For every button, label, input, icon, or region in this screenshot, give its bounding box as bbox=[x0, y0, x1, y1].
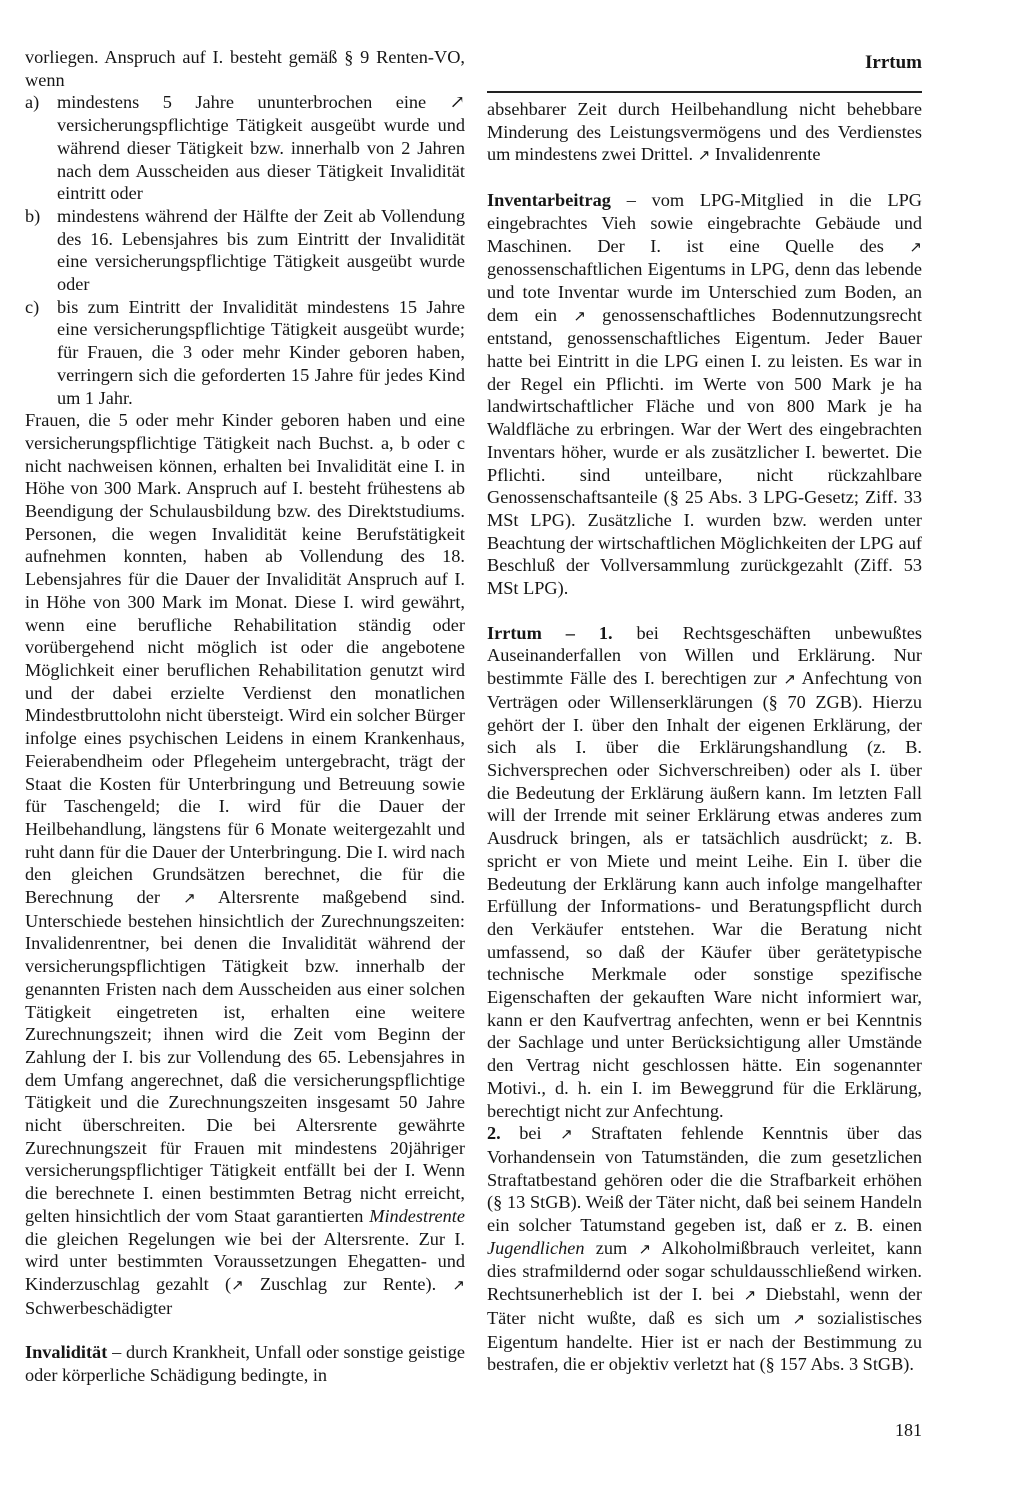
cross-reference-arrow-icon: ↗ bbox=[452, 1275, 465, 1294]
entry-text: – durch Krankheit, Unfall oder sonstige geistige oder körperliche Schädigung bedingte, in bbox=[25, 1342, 465, 1386]
entry-text: zum bbox=[595, 1237, 628, 1258]
entry-text: bei bbox=[519, 1123, 542, 1144]
left-column bbox=[25, 46, 465, 1387]
list-item bbox=[25, 91, 465, 205]
entry-text: handelte. Hier ist er nach der Bestimmung zu bestrafen, die er objektiv verletzt hat (§ 157 Abs. 3 StGB). bbox=[487, 1331, 922, 1375]
entry-headword: Invalidität bbox=[25, 1342, 108, 1363]
text-run: Frauen, die 5 oder mehr Kinder geboren haben und eine versicherungspflichtige Tätigkeit nach Buchst. a, b oder c nicht nachweisen können, erhalten bei Invalidität eine I. in Höhe von 300 Mark. Anspruch auf I. besteht frühestens ab Beendigung der Schulausbildung bzw. des Direktstudiums. Personen, die wegen Invalidität keine Berufstätigkeit aufnehmen konnten, haben ab Vollendung des 18. Lebensjahres für die Dauer der Invalidität Anspruch auf I. in Höhe von 300 Mark im Monat. Diese I. wird gewährt, wenn eine berufliche Rehabilitation ständig oder vorübergehend nicht möglich ist oder die angebotene Möglichkeit einer beruflichen Rehabilitation genutzt wird und der dabei erzielte Verdienst den monatlichen Mindestbruttolohn nicht übersteigt. Wird ein solcher Bürger infolge eines psychischen Leidens in einem Krankenhaus, Feierabendheim oder Pflegeheim untergebracht, trägt der Staat die Kosten für Unterbringung und Betreuung sowie für Taschengeld; die I. wird für die Dauer der Heilbehandlung, längstens für 6 Monate weitergezahlt und ruht dann für die Dauer der Unterbringung. Die I. wird nach den gleichen Grundsätzen berechnet, die für die Berechnung der bbox=[25, 410, 465, 908]
cross-reference-arrow-icon: ↗ bbox=[573, 306, 586, 325]
cross-reference-arrow-icon: ↗ bbox=[560, 1125, 573, 1144]
entry-headword: Irrtum bbox=[487, 622, 542, 643]
text-run: ). bbox=[425, 1273, 437, 1294]
cross-reference-link[interactable]: Anfechtung von Verträgen oder Willenserklärungen bbox=[487, 668, 923, 712]
entry-inventarbeitrag bbox=[487, 189, 922, 600]
entry-text: verleitet, kann dies strafmildernd oder sogar schuldausschließend wirken. Rechtsunerheblich ist der I. bei bbox=[487, 1237, 923, 1305]
list-marker: a) bbox=[25, 92, 40, 113]
cross-reference-link[interactable]: Alkoholmißbrauch bbox=[661, 1237, 800, 1258]
cross-reference-link[interactable]: Schwerbeschädigter bbox=[25, 1297, 173, 1318]
entry-text: bei Rechtsgeschäften unbewußtes Auseinanderfallen von Willen und Erklärung. Nur bestimmte Fälle des I. berechtigen zur bbox=[487, 622, 922, 689]
entry-irrtum-sense-2 bbox=[487, 1122, 922, 1376]
running-header-title: Irrtum bbox=[865, 52, 922, 73]
list-text: mindestens 5 Jahre ununterbrochen eine ↗ versicherungspflichtige Tätigkeit ausgeübt wurde und während dieser Tätigkeit bzw. innerhalb von 2 Jahren nach dem Ausscheiden aus dieser Tätigkeit Invalidität eintritt oder bbox=[57, 92, 465, 204]
cross-reference-link[interactable]: Invalidenrente bbox=[714, 144, 821, 165]
emphasis-text: Jugendlichen bbox=[487, 1237, 585, 1258]
entry-headword: Inventarbeitrag bbox=[487, 190, 611, 211]
paragraph bbox=[487, 98, 922, 167]
header-rule bbox=[487, 91, 922, 93]
entry-irrtum bbox=[487, 622, 922, 1122]
text-run: maßgebend sind. Unterschiede bestehen hinsichtlich der Zurechnungszeiten: Invalidenrentner, bei denen die Invalidität während der versicherungspflichtigen Tätigkeit bzw. innerhalb der genannten Fristen nach dem Ausscheiden aus einer solchen Tätigkeit eingetreten ist, erhalten eine weitere Zurechnungszeit; ihnen wird die Zeit vom Beginn der Zahlung der I. bis zur Vollendung des 65. Lebensjahres in dem Umfang angerechnet, daß die versicherungspflichtige Tätigkeit und die Zurechnungszeiten insgesamt 50 Jahre nicht überschreiten. Die bei Altersrente gewährte Zurechnungszeit für Frauen mit mindestens 20jähriger versicherungspflichtiger Tätigkeit entfällt bei der I. Wenn die berechnete I. einen bestimmten Betrag nicht erreicht, gelten hinsichtlich der vom Staat garantierten bbox=[25, 887, 466, 1226]
list-text: bis zum Eintritt der Invalidität mindestens 15 Jahre eine versicherungspflichtige Tätigkeit ausgeübt wurde; für Frauen, die 3 oder mehr Kinder geboren haben, verringern sich die geforderten 15 Jahre für jedes Kind um 1 Jahr. bbox=[57, 296, 465, 408]
page-number: 181 bbox=[895, 1420, 922, 1440]
cross-reference-link[interactable]: sozialistisches Eigentum bbox=[487, 1307, 923, 1352]
entry-text: (§ 70 ZGB). Hierzu gehört der I. über den Inhalt der eigenen Erklärung, der sich als I. über die Erklärungshandlung (z. B. Sichversprechen oder Sichverschreiben) oder als I. über die Bedeutung der Erklärung äußern kann. Im letzten Fall will der Irrende mit seiner Erklärung etwas anderes zum Ausdruck bringen, als er tatsächlich ausdrückt; z. B. spricht er von Miete und meint Leihe. Ein I. über die Bedeutung der Erklärung kann auch infolge mangelhafter Erfüllung der Informations- und Beratungspflicht durch den Verkäufer entstehen. War die Beratung nicht umfassend, so daß der Käufer über gerätetypische technische Merkmale oder sonstige spezifische Eigenschaften der gekauften Ware nicht informiert war, kann er den Kaufvertrag anfechten, wenn er bei Kenntnis der Sachlage und unter Berücksichtigung aller Umstände den Vertrag nicht geschlossen hätte. Ein sogenannter Motivi., d. h. ein I. im Beweggrund für die Erklärung, berechtigt nicht zur Anfechtung. bbox=[487, 691, 922, 1121]
text-run: die gleichen Regelungen wie bei der Altersrente. Zur I. wird unter bestimmten Voraussetzungen Ehegatten- und Kinderzuschlag gezahlt ( bbox=[25, 1228, 465, 1294]
cross-reference-arrow-icon: ↗ bbox=[909, 237, 922, 256]
list-text: mindestens während der Hälfte der Zeit ab Vollendung des 16. Lebensjahres bis zum Eintritt der Invalidität eine versicherungspflichtige Tätigkeit ausgeübt wurde oder bbox=[57, 205, 465, 295]
cross-reference-arrow-icon: ↗ bbox=[792, 1309, 806, 1328]
intro-text: vorliegen. Anspruch auf I. besteht gemäß § 9 Renten-VO, wenn bbox=[25, 47, 465, 90]
sense-number: – 1. bbox=[565, 622, 613, 643]
cross-reference-arrow-icon: ↗ bbox=[231, 1275, 244, 1294]
entry-text: fehlende Kenntnis über das Vorhandensein von Tatumständen, die zum gesetzlichen Straftatbestand gehören oder die die Strafbarkeit erhöhen (§ 13 StGB). Weiß der Täter nicht, daß bei seinem Handeln ein solcher Tatumstand gegeben ist, daß er z. B. einen bbox=[487, 1123, 922, 1236]
cross-reference-arrow-icon: ↗ bbox=[638, 1239, 652, 1258]
entry-invaliditaet bbox=[25, 1341, 465, 1386]
list-marker: b) bbox=[25, 205, 41, 226]
cross-reference-arrow-icon: ↗ bbox=[697, 146, 711, 165]
entry-text: , denn das lebende und tote Inventar wurde im Unterschied zum Boden, an dem ein bbox=[487, 259, 922, 325]
list-item bbox=[25, 205, 465, 296]
text-run: absehbarer Zeit durch Heilbehandlung nicht behebbare Minderung des Leistungsvermögens und des Verdienstes um mindestens zwei Drittel. bbox=[487, 99, 922, 165]
list-marker: c) bbox=[25, 296, 40, 317]
cross-reference-arrow-icon: ↗ bbox=[783, 670, 796, 689]
cross-reference-link[interactable]: genossenschaftliches Bodennutzungsrecht bbox=[602, 304, 922, 325]
cross-reference-link[interactable]: genossenschaftlichen Eigentums in LPG bbox=[487, 259, 785, 280]
cross-reference-arrow-icon: ↗ bbox=[183, 889, 196, 908]
entry-text: – vom LPG-Mitglied in die LPG eingebrachtes Vieh sowie eingebrachte Gebäude und Maschinen. Der I. ist eine Quelle des bbox=[487, 190, 922, 256]
emphasis-text: Mindestrente bbox=[369, 1205, 465, 1226]
right-column bbox=[487, 98, 922, 1376]
paragraph bbox=[25, 409, 465, 1319]
cross-reference-link[interactable]: Diebstahl bbox=[765, 1284, 836, 1305]
sense-number: 2. bbox=[487, 1123, 501, 1144]
cross-reference-arrow-icon: ↗ bbox=[743, 1286, 757, 1305]
list-item bbox=[25, 296, 465, 410]
cross-reference-link[interactable]: Altersrente bbox=[217, 887, 300, 908]
cross-reference-link[interactable]: Straftaten bbox=[591, 1123, 663, 1144]
entry-text: entstand, genossenschaftliches Eigentum. Jeder Bauer hatte bei Eintritt in die LPG einen I. zu leisten. Es war in der Regel ein Pflichti. im Werte von 500 Mark je ha landwirtschaftlicher Fläche und von 800 Mark je ha Waldfläche zu erbringen. War der Wert des eingebrachten Inventars höher, wurde er als zusätzlicher I. bewertet. Die Pflichti. sind unteilbare, nicht rückzahlbare Genossenschaftsanteile (§ 25 Abs. 3 LPG-Gesetz; Ziff. 33 MSt LPG). Zusätzliche I. wurden bzw. werden unter Beachtung der wirtschaftlichen Möglichkeiten der LPG auf Beschluß der Vollversammlung zurückgezahlt (Ziff. 53 MSt LPG). bbox=[487, 328, 922, 599]
entry-text: , wenn der Täter nicht wußte, daß es sich um bbox=[487, 1284, 923, 1328]
cross-reference-link[interactable]: Zuschlag zur Rente bbox=[259, 1273, 426, 1294]
